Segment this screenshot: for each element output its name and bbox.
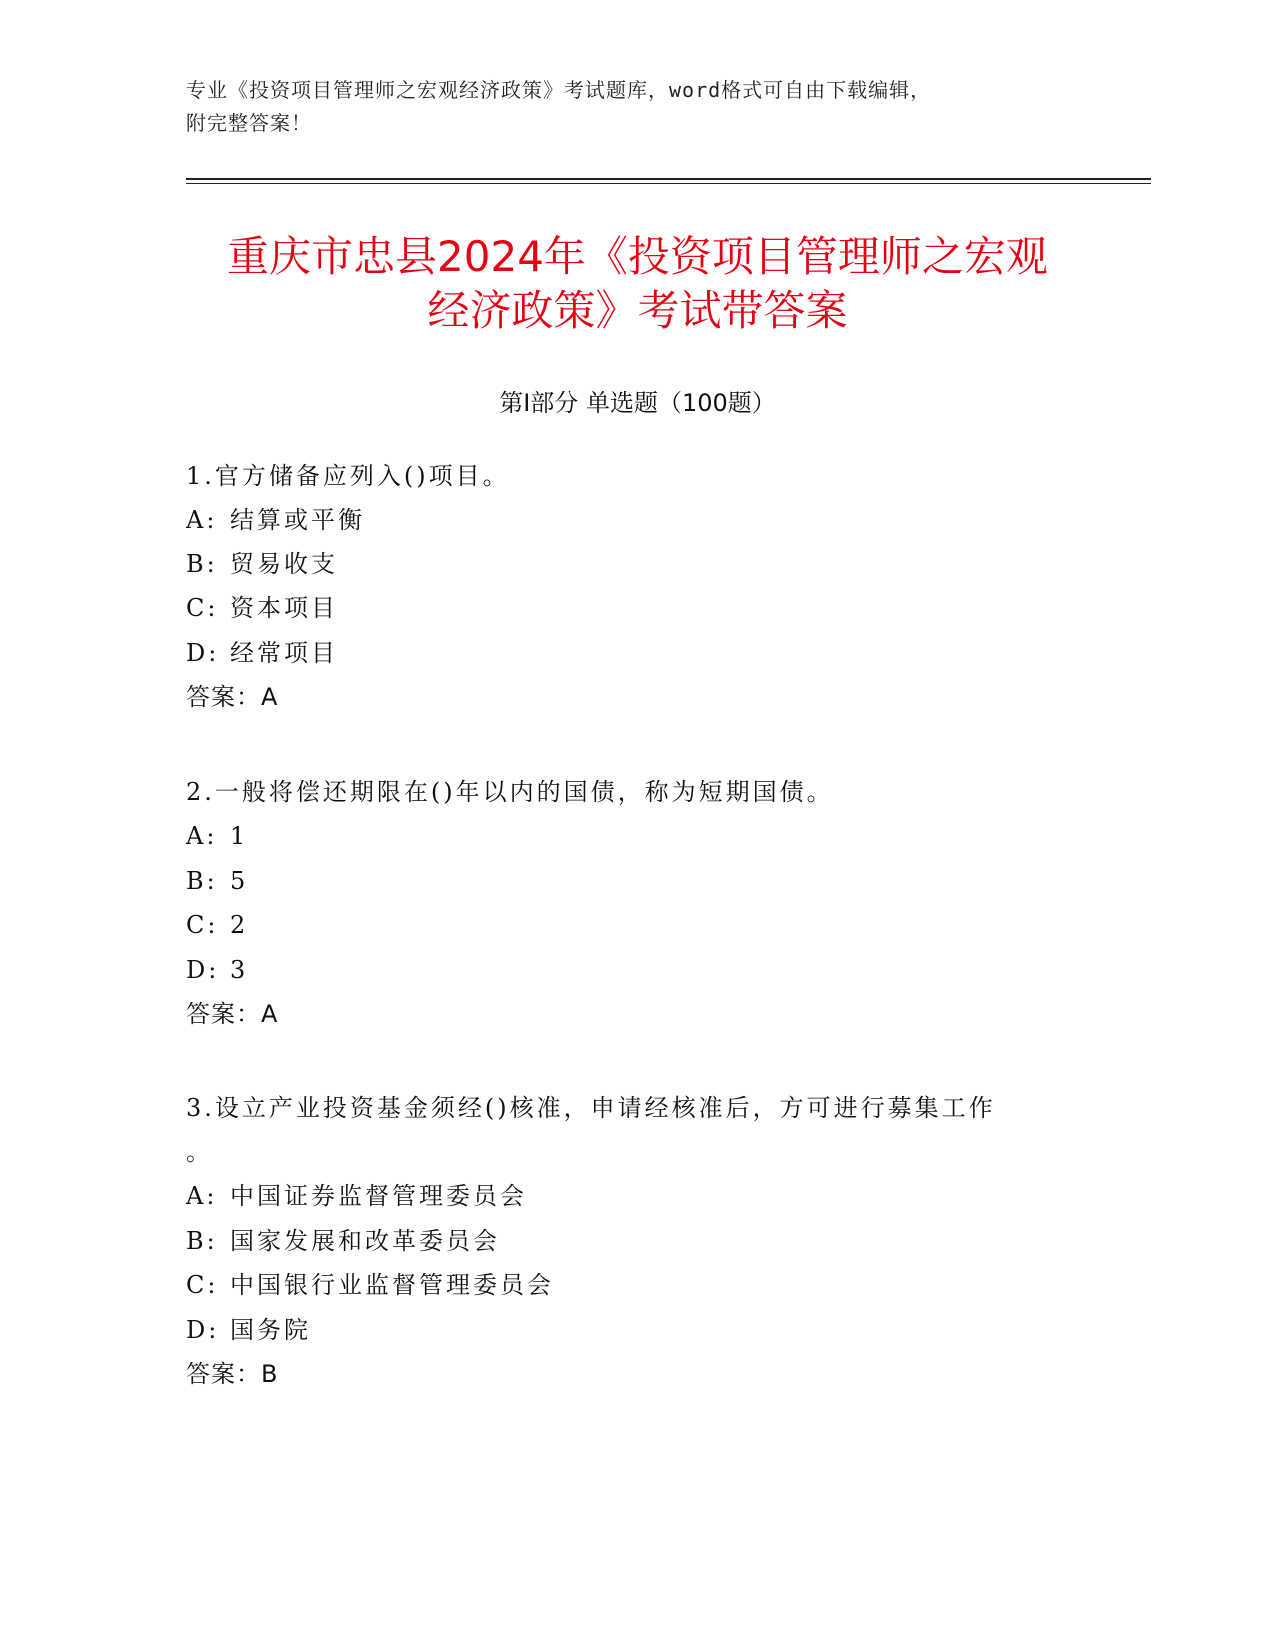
option-key: C: [186,1271,219,1299]
section-heading: 第Ⅰ部分 单选题（100题） [499,389,776,417]
option-text: 结算或平衡 [230,506,365,534]
question-3-option-d [186,1313,311,1347]
intro-line-2: 附完整答案！ [186,111,312,135]
question-2-option-b [186,864,248,898]
question-2-option-c [186,908,248,942]
option-text: 国家发展和改革委员会 [230,1227,500,1255]
question-3-option-a [186,1179,527,1213]
option-key: A: [186,506,218,534]
option-key: D: [186,639,220,667]
option-key: A: [186,822,218,850]
option-key: D: [186,1316,220,1344]
document-title-line-1: 重庆市忠县2024年《投资项目管理师之宏观 [227,232,1048,281]
option-key: C: [186,911,219,939]
option-key: D: [186,956,220,984]
option-text: 资本项目 [230,594,338,622]
option-key: A: [186,1182,218,1210]
option-text: 1 [230,822,249,850]
document-title-line-2: 经济政策》考试带答案 [427,286,848,335]
question-1-stem: 1.官方储备应列入()项目。 [186,462,510,490]
question-2-option-a [186,819,248,853]
question-1-answer: 答案：A [186,683,279,711]
option-text: 5 [230,867,249,895]
option-key: B: [186,550,218,578]
header-divider-thin [186,183,1151,184]
option-text: 经常项目 [230,639,338,667]
question-1-option-d [186,636,338,670]
question-3-stem: 3.设立产业投资基金须经()核准，申请经核准后，方可进行募集工作 [186,1094,996,1122]
question-1-option-b [186,547,338,581]
header-divider-thick [186,178,1151,180]
question-3-option-b [186,1224,500,1258]
option-text: 3 [230,956,249,984]
question-2-option-d [186,953,248,987]
question-1-option-c [186,591,338,625]
option-key: B: [186,1227,218,1255]
question-2-stem: 2.一般将偿还期限在()年以内的国债，称为短期国债。 [186,778,834,806]
intro-text [186,74,1086,140]
option-text: 国务院 [230,1316,311,1344]
option-key: B: [186,867,218,895]
option-text: 2 [230,911,249,939]
question-3-option-c [186,1268,554,1302]
question-3-answer: 答案：B [186,1360,279,1388]
option-text: 贸易收支 [230,550,338,578]
option-key: C: [186,594,219,622]
option-text: 中国证券监督管理委员会 [230,1182,527,1210]
option-text: 中国银行业监督管理委员会 [230,1271,554,1299]
question-2-answer: 答案：A [186,1000,279,1028]
question-3-stem-continued: 。 [186,1138,213,1166]
intro-line-1: 专业《投资项目管理师之宏观经济政策》考试题库，word格式可自由下载编辑， [186,78,932,102]
question-1-option-a [186,503,365,537]
